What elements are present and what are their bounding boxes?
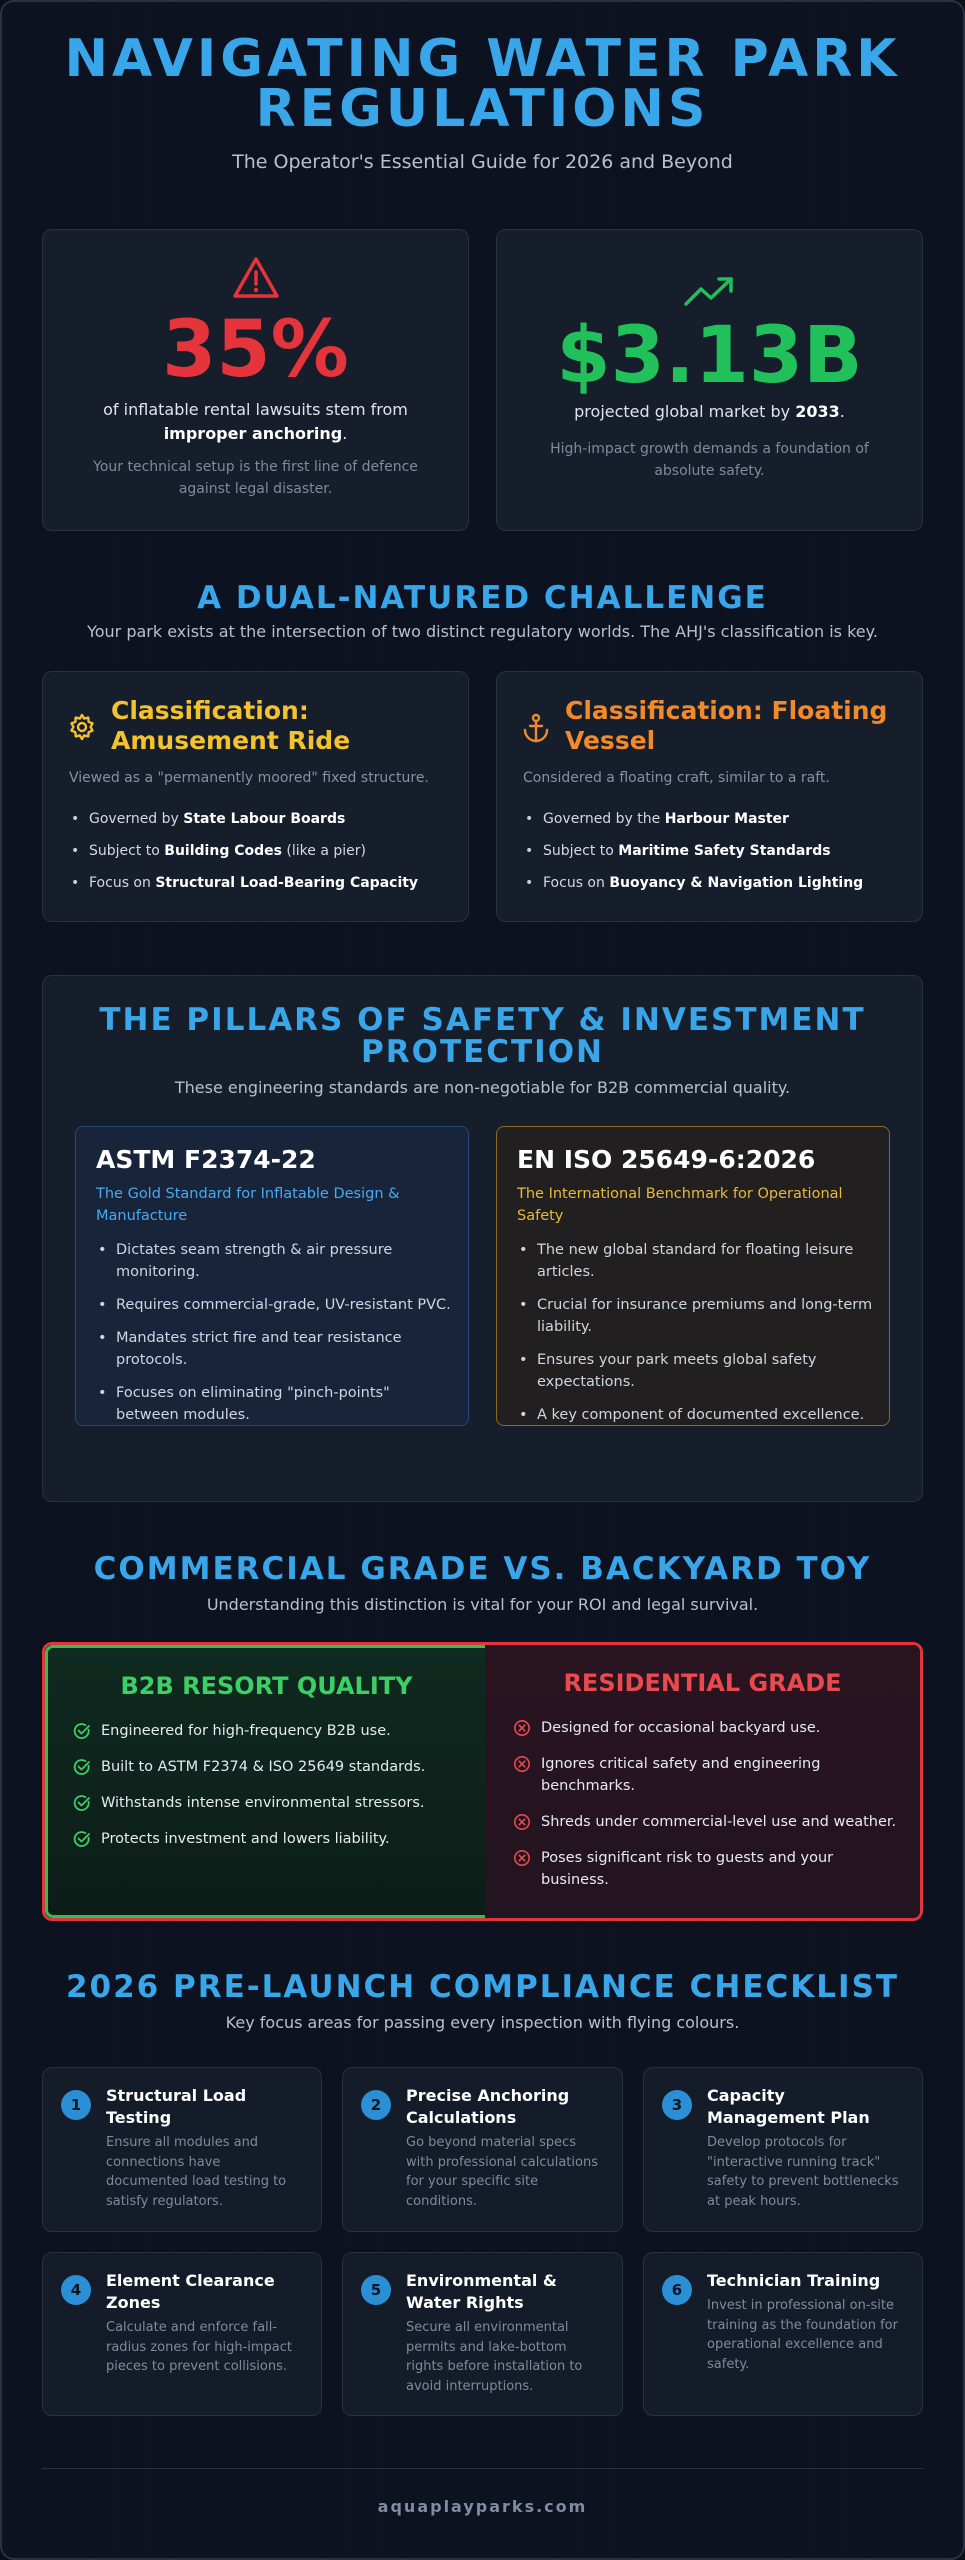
list-item: • The new global standard for floating leisure articles. bbox=[517, 1239, 877, 1283]
list-item: • A key component of documented excellence. bbox=[517, 1404, 877, 1426]
checklist-step-4 bbox=[42, 2252, 322, 2416]
title-line-2: REGULATIONS bbox=[255, 79, 710, 139]
standard-subtitle: The Gold Standard for Inflatable Design & Manufacture bbox=[96, 1186, 400, 1224]
classification-description: Considered a floating craft, similar to a raft. bbox=[523, 770, 830, 786]
x-circle-icon bbox=[513, 1719, 531, 1744]
section-title-checklist: 2026 PRE-LAUNCH COMPLIANCE CHECKLIST bbox=[65, 1969, 900, 2005]
list-item: • Dictates seam strength & air pressure monitoring. bbox=[96, 1239, 451, 1283]
classification-list bbox=[521, 810, 911, 906]
list-item: Designed for occasional backyard use. bbox=[513, 1717, 903, 1739]
checklist-step-1 bbox=[42, 2067, 322, 2232]
list-item: Shreds under commercial-level use and weather. bbox=[513, 1811, 903, 1833]
section-title-compare: COMMERCIAL GRADE VS. BACKYARD TOY bbox=[93, 1551, 872, 1587]
check-circle-icon bbox=[73, 1830, 91, 1855]
list-item: Protects investment and lowers liability. bbox=[73, 1828, 473, 1850]
checklist-step-6 bbox=[643, 2252, 923, 2416]
residential-grade-panel bbox=[485, 1645, 920, 1918]
section-title-dual: A DUAL-NATURED CHALLENGE bbox=[197, 580, 768, 616]
comparison-panel bbox=[42, 1642, 923, 1921]
residential-title: RESIDENTIAL GRADE bbox=[563, 1669, 842, 1697]
list-item: Withstands intense environmental stressors. bbox=[73, 1792, 473, 1814]
step-description: Secure all environmental permits and lake-bottom rights before installation to avoid interruptions. bbox=[406, 2320, 583, 2394]
checklist-step-2 bbox=[342, 2067, 623, 2232]
page-subtitle: The Operator's Essential Guide for 2026 and Beyond bbox=[232, 151, 733, 173]
standard-card-astm bbox=[75, 1126, 469, 1426]
standard-title: ASTM F2374-22 bbox=[96, 1145, 316, 1174]
step-number-badge: 1 bbox=[61, 2090, 91, 2120]
step-description: Go beyond material specs with professional calculations for your specific site conditions. bbox=[406, 2135, 598, 2209]
section-subtitle-checklist: Key focus areas for passing every inspection with flying colours. bbox=[225, 2013, 740, 2032]
step-number-badge: 4 bbox=[61, 2275, 91, 2305]
check-circle-icon bbox=[73, 1758, 91, 1783]
stat-value: 35% bbox=[162, 305, 349, 395]
list-item: • Focus on Buoyancy & Navigation Lighting bbox=[521, 874, 911, 892]
step-description: Ensure all modules and connections have documented load testing to satisfy regulators. bbox=[106, 2135, 287, 2209]
list-item: • Governed by the Harbour Master bbox=[521, 810, 911, 828]
list-item: Built to ASTM F2374 & ISO 25649 standards. bbox=[73, 1756, 473, 1778]
stat-description: of inflatable rental lawsuits stem from improper anchoring. bbox=[103, 400, 408, 443]
check-circle-icon bbox=[73, 1794, 91, 1819]
list-item: • Requires commercial-grade, UV-resistant PVC. bbox=[96, 1294, 451, 1316]
step-number-badge: 2 bbox=[361, 2090, 391, 2120]
stat-description: projected global market by 2033. bbox=[574, 402, 845, 421]
standard-list bbox=[96, 1239, 451, 1437]
stat-card-lawsuits bbox=[42, 229, 469, 531]
x-circle-icon bbox=[513, 1755, 531, 1780]
list-item: Engineered for high-frequency B2B use. bbox=[73, 1720, 473, 1742]
anchor-icon bbox=[521, 712, 551, 748]
stat-note: Your technical setup is the first line of defence against legal disaster. bbox=[93, 459, 418, 497]
list-item: • Focus on Structural Load-Bearing Capacity bbox=[67, 874, 457, 892]
standard-card-iso bbox=[496, 1126, 890, 1426]
list-item: • Crucial for insurance premiums and long-term liability. bbox=[517, 1294, 877, 1338]
step-number-badge: 5 bbox=[361, 2275, 391, 2305]
standard-list bbox=[517, 1239, 877, 1437]
checklist-step-3 bbox=[643, 2067, 923, 2232]
step-title: Capacity Management Plan bbox=[707, 2086, 870, 2127]
section-subtitle-pillars: These engineering standards are non-negotiable for B2B commercial quality. bbox=[174, 1078, 791, 1097]
x-circle-icon bbox=[513, 1813, 531, 1838]
step-title: Technician Training bbox=[707, 2271, 881, 2290]
section-subtitle-dual: Your park exists at the intersection of two distinct regulatory worlds. The AHJ's classification is key. bbox=[87, 622, 878, 641]
stat-note: High-impact growth demands a foundation of absolute safety. bbox=[550, 441, 869, 479]
b2b-list bbox=[73, 1720, 473, 1864]
list-item: • Focuses on eliminating "pinch-points" between modules. bbox=[96, 1382, 451, 1426]
x-circle-icon bbox=[513, 1849, 531, 1874]
list-item: Ignores critical safety and engineering benchmarks. bbox=[513, 1753, 903, 1797]
list-item: • Subject to Maritime Safety Standards bbox=[521, 842, 911, 860]
list-item: • Ensures your park meets global safety expectations. bbox=[517, 1349, 877, 1393]
classification-card-vessel bbox=[496, 671, 923, 922]
b2b-title: B2B RESORT QUALITY bbox=[120, 1672, 413, 1700]
step-title: Environmental & Water Rights bbox=[406, 2271, 557, 2312]
classification-list bbox=[67, 810, 457, 906]
title-line-1: NAVIGATING WATER PARK bbox=[64, 29, 901, 89]
standard-title: EN ISO 25649-6:2026 bbox=[517, 1145, 816, 1174]
classification-card-amusement bbox=[42, 671, 469, 922]
page-title bbox=[0, 29, 965, 139]
step-description: Develop protocols for "interactive running track" safety to prevent bottlenecks at peak hours. bbox=[707, 2135, 899, 2209]
classification-title: Classification: Amusement Ride bbox=[111, 696, 351, 755]
step-title: Element Clearance Zones bbox=[106, 2271, 275, 2312]
list-item: • Governed by State Labour Boards bbox=[67, 810, 457, 828]
stat-card-market bbox=[496, 229, 923, 531]
checklist-step-5 bbox=[342, 2252, 623, 2416]
footer-divider bbox=[42, 2468, 923, 2469]
step-description: Invest in professional on-site training as the foundation for operational excellence and safety. bbox=[707, 2298, 898, 2372]
stat-value: $3.13B bbox=[556, 311, 863, 401]
step-title: Precise Anchoring Calculations bbox=[406, 2086, 570, 2127]
warning-triangle-icon bbox=[43, 256, 468, 304]
list-item: • Subject to Building Codes (like a pier) bbox=[67, 842, 457, 860]
section-title-pillars: THE PILLARS OF SAFETY & INVESTMENT PROTECTION bbox=[99, 1002, 866, 1070]
gear-icon bbox=[67, 712, 97, 746]
standard-subtitle: The International Benchmark for Operational Safety bbox=[517, 1186, 843, 1224]
section-subtitle-compare: Understanding this distinction is vital for your ROI and legal survival. bbox=[206, 1595, 759, 1614]
step-number-badge: 6 bbox=[662, 2275, 692, 2305]
step-description: Calculate and enforce fall-radius zones for high-impact pieces to prevent collisions. bbox=[106, 2320, 293, 2374]
trending-up-icon bbox=[497, 274, 922, 312]
footer-site-link[interactable]: aquaplayparks.com bbox=[377, 2497, 588, 2516]
b2b-quality-panel bbox=[45, 1645, 485, 1918]
list-item: • Mandates strict fire and tear resistance protocols. bbox=[96, 1327, 451, 1371]
step-title: Structural Load Testing bbox=[106, 2086, 247, 2127]
residential-list bbox=[513, 1717, 903, 1905]
list-item: Poses significant risk to guests and your business. bbox=[513, 1847, 903, 1891]
classification-description: Viewed as a "permanently moored" fixed structure. bbox=[69, 770, 429, 786]
check-circle-icon bbox=[73, 1722, 91, 1747]
classification-title: Classification: Floating Vessel bbox=[565, 696, 888, 755]
step-number-badge: 3 bbox=[662, 2090, 692, 2120]
